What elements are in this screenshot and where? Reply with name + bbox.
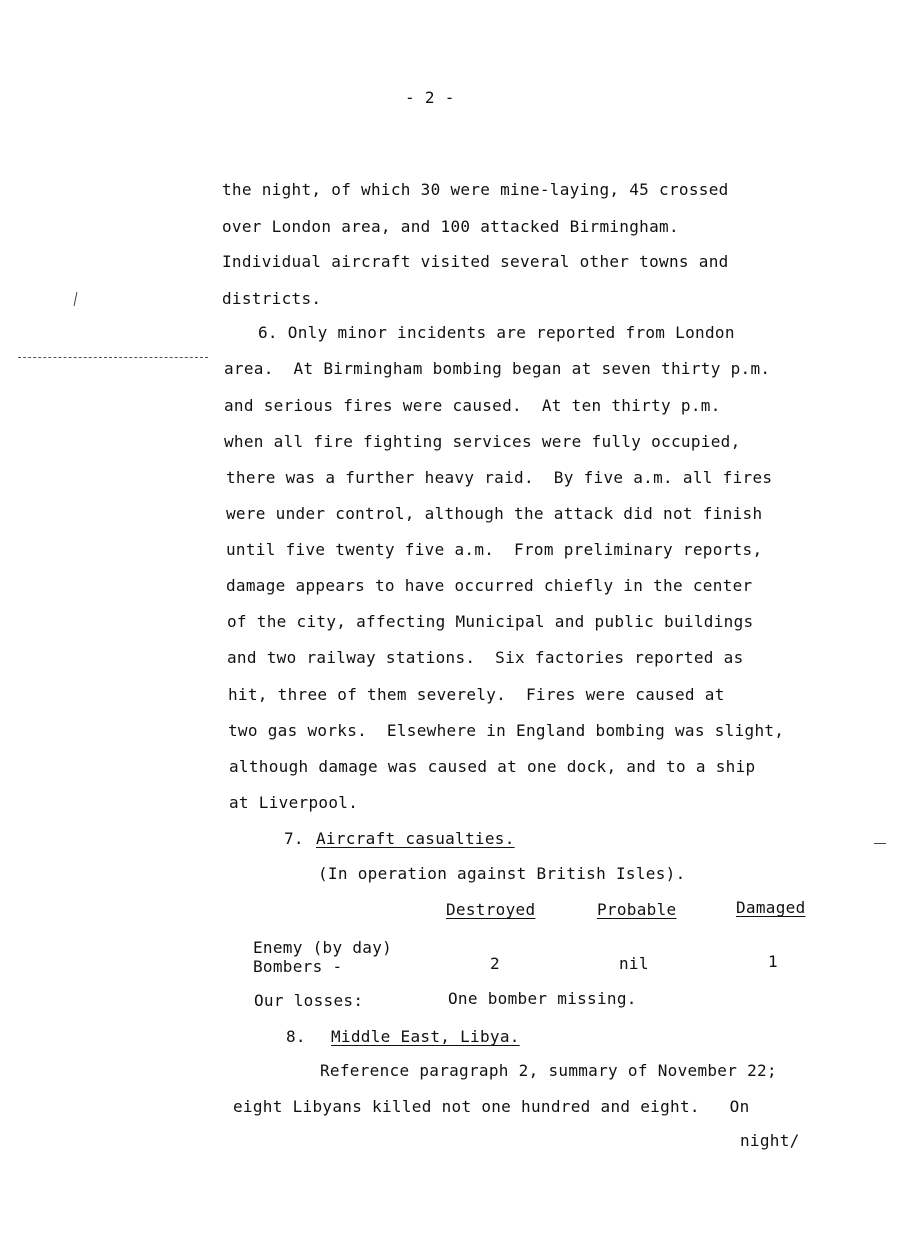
continuation-word: night/ (740, 1131, 800, 1150)
body-line: and serious fires were caused. At ten thirty p.m. (224, 396, 721, 415)
section-8-number: 8. (286, 1027, 306, 1046)
body-line: districts. (222, 289, 322, 308)
column-header-damaged: Damaged (736, 898, 806, 917)
column-header-probable: Probable (597, 900, 677, 919)
body-line: at Liverpool. (229, 793, 359, 812)
body-line: were under control, although the attack did not finish (226, 504, 763, 523)
margin-dash-line (18, 357, 208, 358)
column-header-destroyed: Destroyed (446, 900, 536, 919)
body-line: the night, of which 30 were mine-laying, 45 crossed (222, 180, 729, 199)
margin-mark (874, 843, 886, 844)
body-line: two gas works. Elsewhere in England bombing was slight, (228, 721, 785, 740)
cell-probable: nil (619, 954, 649, 973)
losses-value: One bomber missing. (448, 989, 637, 1008)
body-line: Individual aircraft visited several other towns and (222, 252, 729, 271)
body-line: of the city, affecting Municipal and public buildings (227, 612, 754, 631)
paragraph-6-start: 6. Only minor incidents are reported from London (258, 323, 735, 342)
body-line: area. At Birmingham bombing began at seven thirty p.m. (224, 359, 771, 378)
body-line: although damage was caused at one dock, and to a ship (229, 757, 756, 776)
body-line: until five twenty five a.m. From preliminary reports, (226, 540, 763, 559)
section-7-subheading: (In operation against British Isles). (318, 864, 686, 883)
cell-destroyed: 2 (490, 954, 500, 973)
section-7-number: 7. (284, 829, 304, 848)
page-number: - 2 - (405, 88, 455, 107)
body-line: there was a further heavy raid. By five a.m. all fires (226, 468, 773, 487)
body-line: Reference paragraph 2, summary of November 22; (320, 1061, 777, 1080)
row-label-line: Bombers - (253, 957, 343, 976)
body-line: hit, three of them severely. Fires were caused at (228, 685, 725, 704)
section-7-heading: Aircraft casualties. (316, 829, 515, 848)
body-line: damage appears to have occurred chiefly in the center (226, 576, 753, 595)
losses-label: Our losses: (254, 991, 364, 1010)
body-line: over London area, and 100 attacked Birmingham. (222, 217, 679, 236)
row-label-line: Enemy (by day) (253, 938, 393, 957)
margin-mark (74, 292, 78, 306)
body-line: eight Libyans killed not one hundred and eight. On (233, 1097, 750, 1116)
cell-damaged: 1 (768, 952, 778, 971)
section-8-heading: Middle East, Libya. (331, 1027, 520, 1046)
body-line: and two railway stations. Six factories reported as (227, 648, 744, 667)
body-line: when all fire fighting services were fully occupied, (224, 432, 741, 451)
